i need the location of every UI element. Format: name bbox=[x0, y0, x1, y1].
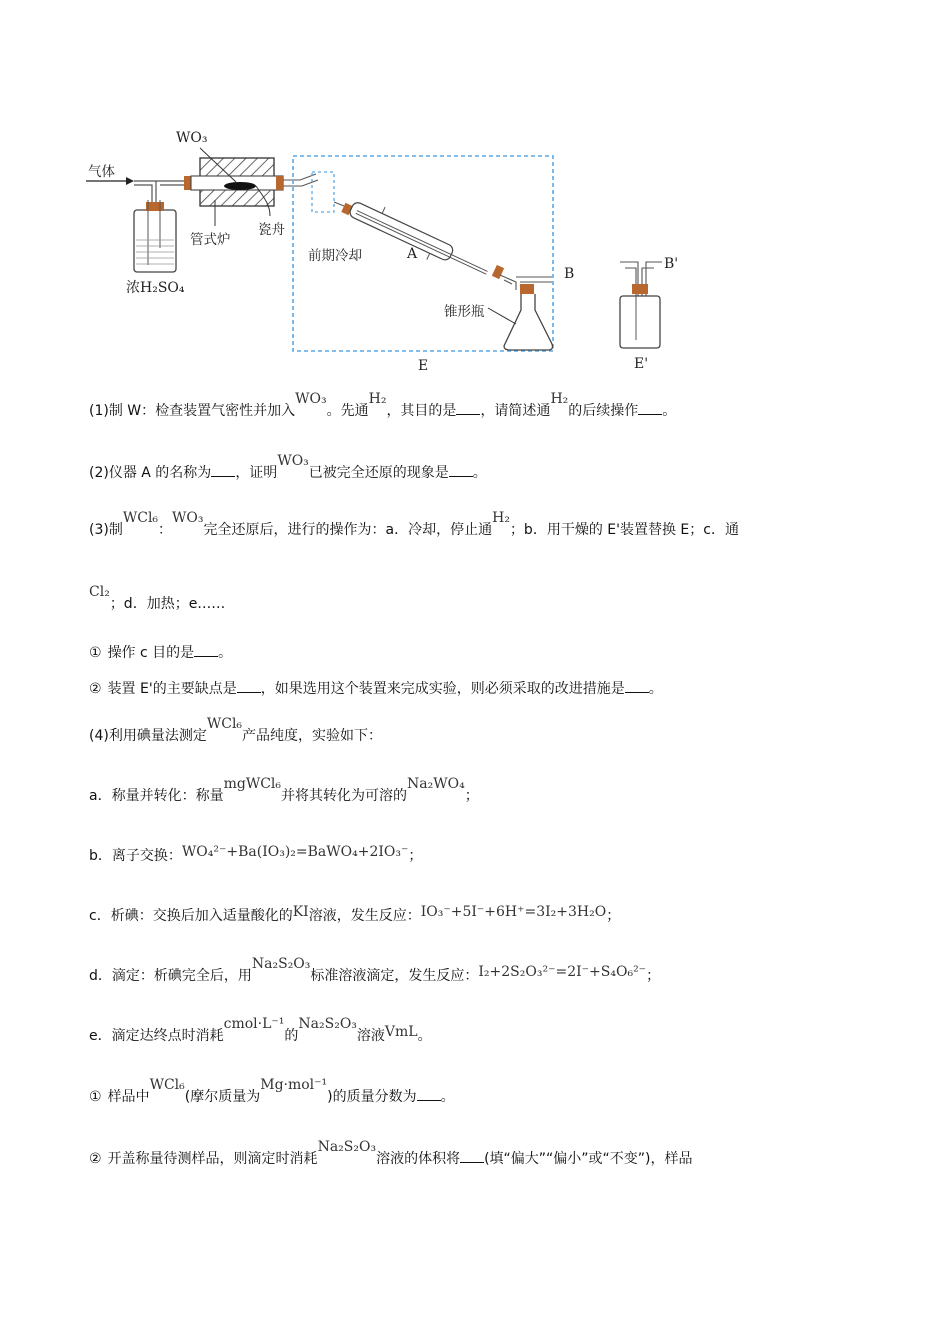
formula: Mg·mol⁻¹ bbox=[260, 1077, 328, 1093]
step-e: e．滴定达终点时消耗cmol·L⁻¹的Na₂S₂O₃溶液VmL。 bbox=[89, 1016, 432, 1044]
formula: VmL bbox=[384, 1024, 418, 1040]
formula: WCl₆ bbox=[149, 1077, 185, 1093]
eprime-label: E' bbox=[634, 356, 649, 372]
question-1: (1)制 W：检查装置气密性并加入WO₃。先通H₂，其目的是 ，请简述通H₂的后续操作 。 bbox=[89, 391, 677, 419]
answer-blank[interactable] bbox=[417, 1086, 441, 1101]
step-d: d．滴定：析碘完全后，用Na₂S₂O₃标准溶液滴定，发生反应：I₂+2S₂O₃²⁻=2I⁻+S₄O₆²⁻； bbox=[89, 956, 661, 984]
formula: mgWCl₆ bbox=[223, 776, 282, 792]
question-4-sub-2: ② 开盖称量待测样品，则滴定时消耗Na₂S₂O₃溶液的体积将 (填“偏大”“偏小”或“不变”)，样品 bbox=[89, 1139, 693, 1167]
acid-label: 浓H₂SO₄ bbox=[126, 280, 185, 296]
precool-box bbox=[312, 172, 334, 212]
question-4: (4)利用碘量法测定WCl₆产品纯度，实验如下： bbox=[89, 716, 383, 744]
answer-blank[interactable] bbox=[460, 1148, 484, 1163]
step-c: c．析碘：交换后加入适量酸化的KI溶液，发生反应：IO₃⁻+5I⁻+6H⁺=3I₂+3H₂O； bbox=[89, 904, 621, 924]
question-3: (3)制WCl₆：WO₃完全还原后，进行的操作为：a．冷却，停止通H₂；b．用干燥的 E'装置替换 E；c．通 bbox=[89, 510, 739, 538]
b-label: B bbox=[564, 266, 575, 282]
precool-label: 前期冷却 bbox=[308, 248, 362, 264]
formula: I₂+2S₂O₃²⁻=2I⁻+S₄O₆²⁻ bbox=[478, 964, 647, 980]
bprime-label: B' bbox=[664, 256, 679, 272]
formula: WO₃ bbox=[295, 391, 327, 407]
answer-blank[interactable] bbox=[194, 642, 218, 657]
question-2: (2)仪器 A 的名称为 ，证明WO₃已被完全还原的现象是 。 bbox=[89, 453, 487, 481]
e-label: E bbox=[418, 358, 429, 374]
formula: Na₂S₂O₃ bbox=[298, 1016, 357, 1032]
step-b: b．离子交换：WO₄²⁻+Ba(IO₃)₂=BaWO₄+2IO₃⁻； bbox=[89, 844, 423, 864]
formula: WO₃ bbox=[277, 453, 309, 469]
flask-label: 锥形瓶 bbox=[444, 304, 485, 320]
answer-blank[interactable] bbox=[638, 400, 662, 415]
formula: H₂ bbox=[492, 510, 510, 526]
formula: cmol·L⁻¹ bbox=[223, 1016, 285, 1032]
formula: KI bbox=[292, 904, 309, 920]
condenser-a-label: A bbox=[407, 246, 418, 262]
device-eprime-bottle bbox=[620, 296, 660, 348]
gas-label: 气体 bbox=[88, 164, 115, 180]
wo3-label: WO₃ bbox=[176, 130, 208, 146]
answer-blank[interactable] bbox=[211, 462, 235, 477]
formula: Cl₂ bbox=[89, 584, 110, 600]
furnace-label: 管式炉 bbox=[190, 232, 231, 248]
formula: Na₂S₂O₃ bbox=[251, 956, 311, 972]
question-4-sub-1: ① 样品中WCl₆(摩尔质量为Mg·mol⁻¹)的质量分数为 。 bbox=[89, 1077, 455, 1105]
question-3-cont: Cl₂；d．加热；e…… bbox=[89, 584, 226, 612]
question-3-sub-2: ② 装置 E'的主要缺点是 ，如果选用这个装置来完成实验，则必须采取的改进措施是 。 bbox=[89, 678, 663, 699]
formula: Na₂WO₄ bbox=[407, 776, 465, 792]
answer-blank[interactable] bbox=[449, 462, 473, 477]
formula: H₂ bbox=[368, 391, 387, 407]
formula: WO₃ bbox=[172, 510, 204, 526]
formula: IO₃⁻+5I⁻+6H⁺=3I₂+3H₂O bbox=[420, 904, 607, 920]
porcelain-boat bbox=[224, 182, 256, 190]
acid-bottle bbox=[134, 210, 176, 272]
apparatus-diagram bbox=[80, 120, 800, 380]
formula: H₂ bbox=[550, 391, 569, 407]
answer-blank[interactable] bbox=[237, 678, 261, 693]
answer-blank[interactable] bbox=[456, 400, 480, 415]
step-a: a．称量并转化：称量mgWCl₆并将其转化为可溶的Na₂WO₄； bbox=[89, 776, 479, 804]
formula: WCl₆ bbox=[122, 510, 159, 526]
formula: WCl₆ bbox=[206, 716, 243, 732]
formula: Na₂S₂O₃ bbox=[317, 1139, 377, 1155]
conical-flask bbox=[504, 294, 553, 350]
formula: WO₄²⁻+Ba(IO₃)₂=BaWO₄+2IO₃⁻ bbox=[181, 844, 409, 860]
question-3-sub-1: ① 操作 c 目的是 。 bbox=[89, 642, 232, 663]
boat-label: 瓷舟 bbox=[258, 222, 285, 238]
answer-blank[interactable] bbox=[625, 678, 649, 693]
